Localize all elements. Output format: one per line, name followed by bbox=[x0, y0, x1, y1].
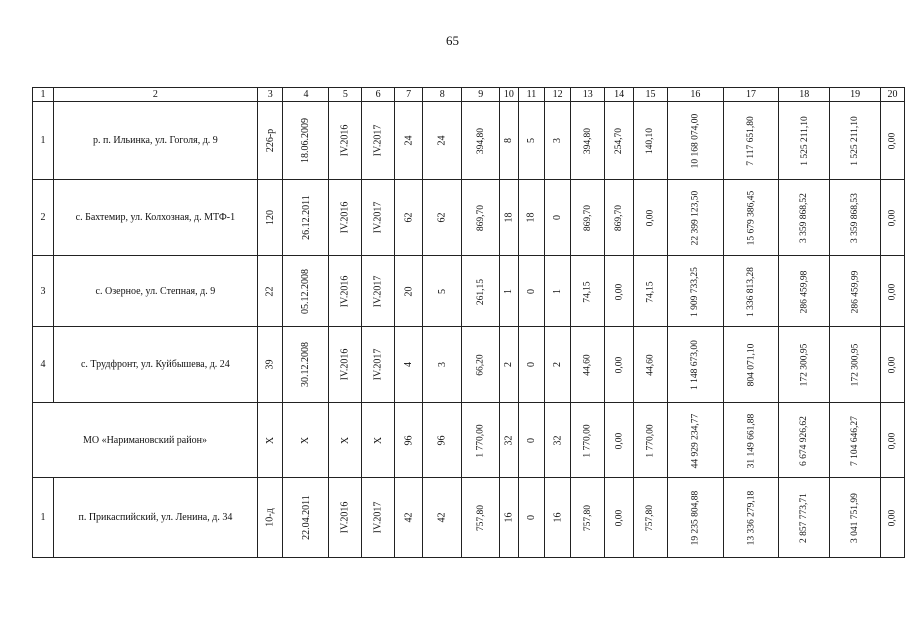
header-cell: 8 bbox=[423, 88, 462, 102]
cell-col14: 869,70 bbox=[614, 204, 625, 232]
cell-col19: 3 359 868,53 bbox=[850, 193, 861, 243]
cell-col8: 24 bbox=[436, 135, 448, 146]
header-cell: 3 bbox=[257, 88, 283, 102]
cell-col10: 2 bbox=[503, 362, 515, 367]
cell-col10: 32 bbox=[503, 435, 515, 445]
cell-col20: 0,00 bbox=[887, 432, 898, 449]
header-cell: 5 bbox=[329, 88, 362, 102]
cell-col19: 172 300,95 bbox=[850, 343, 861, 387]
header-cell: 20 bbox=[881, 88, 905, 102]
cell-start: IV.2016 bbox=[339, 348, 351, 381]
cell-col7: 62 bbox=[403, 212, 415, 223]
cell-col7: 96 bbox=[403, 435, 415, 445]
cell-col7: 24 bbox=[403, 135, 415, 146]
cell-col9: 66,20 bbox=[475, 354, 486, 376]
cell-end: IV.2017 bbox=[372, 501, 384, 534]
cell-col9: 757,80 bbox=[475, 504, 486, 532]
summary-row bbox=[33, 403, 905, 478]
cell-col18: 2 857 773,71 bbox=[799, 493, 810, 543]
cell-col19: 286 459,99 bbox=[850, 270, 861, 313]
page-number: 65 bbox=[446, 33, 459, 48]
address-cell: с. Озерное, ул. Степная, д. 9 bbox=[53, 256, 257, 327]
cell-col20: 0,00 bbox=[887, 209, 898, 227]
cell-col11: 18 bbox=[525, 212, 537, 223]
cell-col8: 3 bbox=[436, 362, 448, 367]
cell-col15: 140,10 bbox=[645, 127, 656, 155]
cell-col18: 172 300,95 bbox=[799, 343, 810, 387]
cell-col15: 1 770,00 bbox=[645, 423, 656, 458]
table-row bbox=[33, 478, 905, 558]
header-cell: 12 bbox=[545, 88, 571, 102]
header-cell: 15 bbox=[633, 88, 667, 102]
cell-col16: 1 148 673,00 bbox=[690, 340, 701, 390]
cell-col8: 42 bbox=[436, 512, 448, 523]
cell-col18: 286 459,98 bbox=[799, 270, 810, 313]
cell-col8: 96 bbox=[436, 435, 448, 445]
cell-start: IV.2016 bbox=[339, 201, 351, 234]
cell-col17: 15 679 386,45 bbox=[746, 190, 757, 246]
cell-col19: 1 525 211,10 bbox=[850, 116, 861, 166]
table-row bbox=[33, 180, 905, 256]
cell-doc-number: 22 bbox=[264, 286, 276, 296]
cell-col15: 0,00 bbox=[645, 209, 656, 227]
header-cell: 19 bbox=[830, 88, 881, 102]
cell-col14: 254,70 bbox=[614, 127, 625, 155]
cell-col18: 6 674 926,62 bbox=[799, 415, 810, 466]
cell-col9: 869,70 bbox=[475, 204, 486, 232]
header-cell: 11 bbox=[518, 88, 545, 102]
row-number: 1 bbox=[33, 102, 54, 180]
row-number: 3 bbox=[33, 256, 54, 327]
table-row bbox=[33, 102, 905, 180]
cell-col14: 0,00 bbox=[614, 356, 625, 374]
cell-date: 26.12.2011 bbox=[300, 195, 312, 240]
cell-col16: 19 235 804,88 bbox=[690, 490, 701, 546]
header-row bbox=[33, 88, 905, 102]
row-number: 1 bbox=[33, 478, 54, 558]
cell-col8: 5 bbox=[436, 288, 448, 294]
cell-col12: 3 bbox=[552, 138, 564, 143]
cell-col11: 0 bbox=[525, 288, 537, 294]
cell-col14: 0,00 bbox=[614, 283, 625, 300]
header-cell: 17 bbox=[723, 88, 779, 102]
header-cell: 18 bbox=[779, 88, 830, 102]
cell-date: 05.12.2008 bbox=[300, 268, 312, 314]
cell-doc-number: 10-д bbox=[264, 508, 276, 527]
cell-col19: 3 041 751,99 bbox=[850, 493, 861, 543]
cell-col12: 1 bbox=[552, 288, 564, 294]
cell-col12: 16 bbox=[552, 512, 564, 523]
header-cell: 7 bbox=[395, 88, 423, 102]
cell-col11: 0 bbox=[525, 437, 537, 443]
cell-col12: 2 bbox=[552, 362, 564, 367]
cell-col17: 31 149 661,88 bbox=[746, 413, 757, 468]
cell-col16: 1 909 733,25 bbox=[690, 266, 701, 317]
cell-col10: 1 bbox=[503, 288, 515, 294]
cell-start: IV.2016 bbox=[339, 124, 351, 157]
address-cell: с. Трудфронт, ул. Куйбышева, д. 24 bbox=[53, 327, 257, 403]
cell-col18: 1 525 211,10 bbox=[799, 116, 810, 166]
summary-label: МО «Наримановский район» bbox=[33, 403, 258, 478]
cell-col20: 0,00 bbox=[887, 509, 898, 527]
cell-start: X bbox=[339, 436, 351, 444]
header-cell: 2 bbox=[53, 88, 257, 102]
cell-col9: 261,15 bbox=[475, 278, 486, 305]
cell-doc-number: X bbox=[264, 436, 276, 444]
cell-col13: 869,70 bbox=[582, 204, 593, 232]
header-cell: 16 bbox=[668, 88, 724, 102]
header-cell: 13 bbox=[571, 88, 605, 102]
cell-date: 22.04.2011 bbox=[300, 495, 312, 540]
cell-col13: 44,60 bbox=[582, 354, 593, 376]
cell-col13: 1 770,00 bbox=[582, 423, 593, 458]
address-cell: р. п. Ильинка, ул. Гоголя, д. 9 bbox=[53, 102, 257, 180]
cell-col20: 0,00 bbox=[887, 356, 898, 374]
cell-col10: 18 bbox=[503, 212, 515, 223]
cell-col15: 74,15 bbox=[645, 280, 656, 303]
table-row bbox=[33, 327, 905, 403]
cell-col16: 44 929 234,77 bbox=[690, 413, 701, 468]
cell-date: 18.06.2009 bbox=[300, 118, 312, 163]
cell-col9: 394,80 bbox=[475, 127, 486, 155]
row-number: 4 bbox=[33, 327, 54, 403]
cell-col11: 0 bbox=[525, 362, 537, 367]
cell-col15: 44,60 bbox=[645, 354, 656, 376]
table-row bbox=[33, 256, 905, 327]
address-cell: с. Бахтемир, ул. Колхозная, д. МТФ-1 bbox=[53, 180, 257, 256]
data-table bbox=[32, 87, 905, 558]
cell-col17: 13 336 279,18 bbox=[746, 490, 757, 546]
cell-col15: 757,80 bbox=[645, 504, 656, 532]
cell-col11: 5 bbox=[525, 138, 537, 143]
cell-col7: 4 bbox=[403, 362, 415, 367]
cell-col19: 7 104 646,27 bbox=[850, 415, 861, 466]
header-cell: 4 bbox=[283, 88, 329, 102]
cell-col16: 22 399 123,50 bbox=[690, 190, 701, 246]
cell-col11: 0 bbox=[525, 515, 537, 520]
cell-date: X bbox=[300, 436, 312, 444]
cell-start: IV.2016 bbox=[339, 501, 351, 534]
header-cell: 6 bbox=[362, 88, 395, 102]
cell-col12: 32 bbox=[552, 435, 564, 445]
row-number: 2 bbox=[33, 180, 54, 256]
cell-doc-number: 226-р bbox=[264, 128, 276, 153]
cell-end: IV.2017 bbox=[372, 201, 384, 234]
cell-doc-number: 39 bbox=[264, 359, 276, 370]
cell-col14: 0,00 bbox=[614, 509, 625, 527]
cell-start: IV.2016 bbox=[339, 275, 351, 307]
cell-end: IV.2017 bbox=[372, 275, 384, 307]
header-cell: 9 bbox=[462, 88, 500, 102]
cell-col10: 16 bbox=[503, 512, 515, 523]
cell-col17: 804 071,10 bbox=[746, 343, 757, 387]
cell-date: 30.12.2008 bbox=[300, 342, 312, 387]
cell-col10: 8 bbox=[503, 138, 515, 143]
cell-col7: 42 bbox=[403, 512, 415, 523]
header-cell: 10 bbox=[500, 88, 518, 102]
cell-col14: 0,00 bbox=[614, 432, 625, 449]
cell-doc-number: 120 bbox=[264, 210, 276, 225]
cell-col13: 394,80 bbox=[582, 127, 593, 155]
cell-col16: 10 168 074,00 bbox=[690, 113, 701, 169]
cell-col17: 7 117 651,80 bbox=[746, 116, 757, 166]
header-cell: 14 bbox=[605, 88, 634, 102]
cell-col20: 0,00 bbox=[887, 283, 898, 300]
cell-end: IV.2017 bbox=[372, 348, 384, 381]
cell-col13: 757,80 bbox=[582, 504, 593, 532]
address-cell: п. Прикаспийский, ул. Ленина, д. 34 bbox=[53, 478, 257, 558]
cell-col13: 74,15 bbox=[582, 280, 593, 303]
cell-col20: 0,00 bbox=[887, 132, 898, 150]
cell-col18: 3 359 868,52 bbox=[799, 193, 810, 243]
cell-col9: 1 770,00 bbox=[475, 423, 486, 458]
cell-end: X bbox=[372, 436, 384, 444]
cell-end: IV.2017 bbox=[372, 124, 384, 157]
cell-col17: 1 336 813,28 bbox=[746, 266, 757, 317]
cell-col12: 0 bbox=[552, 215, 564, 220]
header-cell: 1 bbox=[33, 88, 54, 102]
cell-col7: 20 bbox=[403, 286, 415, 296]
cell-col8: 62 bbox=[436, 212, 448, 223]
